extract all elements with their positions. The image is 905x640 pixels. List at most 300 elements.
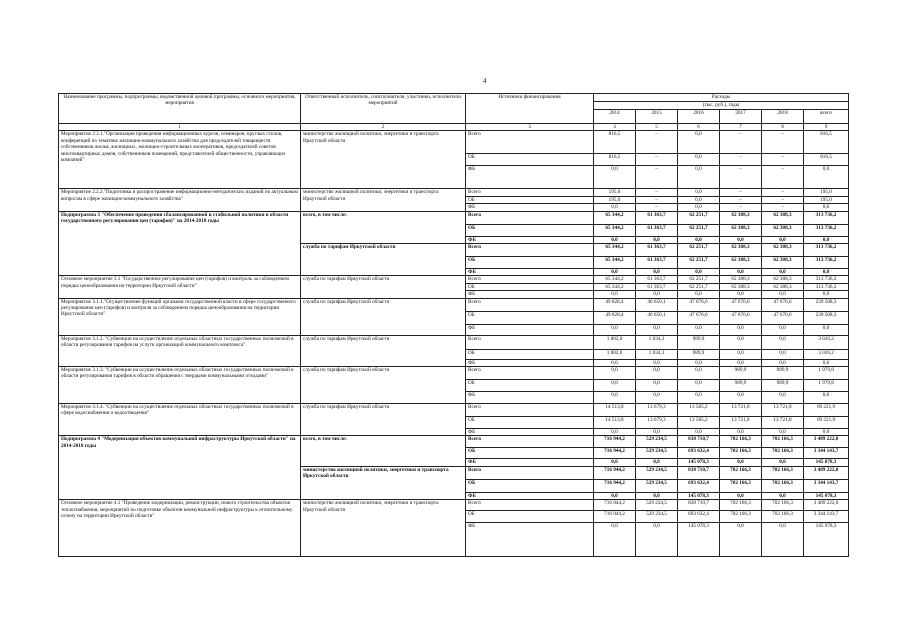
year-value-cell: 0,0 <box>636 392 678 404</box>
year-value-cell: – <box>720 166 762 189</box>
funding-source-cell: ФБ <box>466 204 594 211</box>
total-value-cell: 0,0 <box>804 392 849 404</box>
year-value-cell: 47 676,6 <box>720 298 762 311</box>
year-value-cell: 0,0 <box>594 236 636 243</box>
year-value-cell: – <box>636 131 678 154</box>
year-value-cell: 62 388,3 <box>720 276 762 283</box>
funding-source-cell: ФБ <box>466 492 594 499</box>
year-value-cell: 0,0 <box>636 367 678 380</box>
year-value-cell: 0,0 <box>762 236 804 243</box>
total-value-cell: 0,0 <box>804 359 849 366</box>
year-value-cell: 13 721,8 <box>762 417 804 429</box>
year-value-cell: 0,0 <box>762 523 804 557</box>
executor-cell: министерство жилищной политики, энергетики и транспорта Иркутской области <box>301 500 466 557</box>
year-value-cell: 702 166,3 <box>720 436 762 448</box>
year-value-cell: 0,0 <box>720 291 762 298</box>
column-number: 5 <box>636 124 678 131</box>
year-value-cell: 0,0 <box>594 380 636 392</box>
column-number: 9 <box>804 124 849 131</box>
year-value-cell: 716 944,2 <box>594 436 636 448</box>
year-value-cell: 65 344,2 <box>594 224 636 236</box>
year-value-cell: 0,0 <box>720 236 762 243</box>
year-value-cell: 0,0 <box>678 380 720 392</box>
header-year-total: всего <box>804 110 849 124</box>
year-value-cell: 0,0 <box>720 523 762 557</box>
year-value-cell: 0,0 <box>762 269 804 276</box>
total-value-cell: 3 344 143,7 <box>804 448 849 459</box>
year-value-cell: 62 388,3 <box>762 244 804 257</box>
funding-source-cell: ОБ <box>466 196 594 203</box>
year-value-cell: – <box>720 154 762 166</box>
year-value-cell: 0,0 <box>594 459 636 466</box>
year-value-cell: 816,5 <box>594 131 636 154</box>
program-name-cell: Мероприятие 3.1.1."Осуществление функций органами государственной власти в сфере государственного регулирования цен (тарифов) и контроля за соблюдением порядка ценообразования на территории Иркутской области" <box>59 298 301 335</box>
funding-source-cell: ФБ <box>466 236 594 243</box>
year-value-cell: 62 251,7 <box>678 244 720 257</box>
year-value-cell: 0,0 <box>594 324 636 335</box>
year-value-cell: – <box>636 154 678 166</box>
funding-source-cell: Всего <box>466 335 594 349</box>
total-value-cell: 3 344 143,7 <box>804 511 849 523</box>
total-value-cell: 1 979,8 <box>804 380 849 392</box>
column-number: 2 <box>301 124 466 131</box>
year-value-cell: 0,0 <box>762 459 804 466</box>
total-value-cell: 3 489 222,0 <box>804 500 849 511</box>
executor-cell: служба по тарифам Иркутской области <box>301 298 466 335</box>
total-value-cell: 1 979,8 <box>804 367 849 380</box>
funding-source-cell: Всего <box>466 500 594 511</box>
executor-cell: служба по тарифам Иркутской области <box>301 404 466 436</box>
year-value-cell: 0,0 <box>762 349 804 359</box>
year-value-cell: 0,0 <box>678 324 720 335</box>
year-value-cell: 989,9 <box>762 367 804 380</box>
funding-source-cell: Всего <box>466 244 594 257</box>
funding-source-cell: ФБ <box>466 392 594 404</box>
year-value-cell: 0,0 <box>636 380 678 392</box>
funding-source-cell: ОБ <box>466 154 594 166</box>
funding-source-cell: ОБ <box>466 479 594 492</box>
year-value-cell: 702 166,3 <box>762 436 804 448</box>
year-value-cell: 0,0 <box>636 291 678 298</box>
table-body <box>59 94 849 557</box>
year-value-cell: 989,9 <box>720 380 762 392</box>
year-value-cell: 0,0 <box>636 236 678 243</box>
year-value-cell: 61 363,7 <box>636 257 678 269</box>
year-value-cell: 0,0 <box>720 324 762 335</box>
year-value-cell: 0,0 <box>594 367 636 380</box>
year-value-cell: 0,0 <box>762 335 804 349</box>
column-number: 8 <box>762 124 804 131</box>
year-value-cell: 0,0 <box>636 459 678 466</box>
year-value-cell: 0,0 <box>762 359 804 366</box>
funding-source-cell: ОБ <box>466 380 594 392</box>
year-value-cell: 529 234,5 <box>636 448 678 459</box>
year-value-cell: 14 513,8 <box>594 404 636 417</box>
year-value-cell: 702 166,3 <box>762 479 804 492</box>
year-value-cell: 46 650,1 <box>636 298 678 311</box>
total-value-cell: 195,0 <box>804 189 849 196</box>
total-value-cell: 313 736,2 <box>804 224 849 236</box>
funding-source-cell: ФБ <box>466 269 594 276</box>
year-value-cell: 13 679,3 <box>636 404 678 417</box>
program-name-cell: Мероприятие 3.1.2. "Субвенции на осуществление отдельных областных государственных полномочий в области регулирования тарифов на услуги организаций коммунального комплекса" <box>59 335 301 366</box>
year-value-cell: 13 721,8 <box>720 417 762 429</box>
header-executor: Ответственный исполнитель, соисполнители, участники, исполнители мероприятий <box>301 94 466 124</box>
year-value-cell: 0,0 <box>720 349 762 359</box>
year-value-cell: 716 944,2 <box>594 479 636 492</box>
header-year: 2014 <box>594 110 636 124</box>
funding-source-cell: ОБ <box>466 311 594 324</box>
year-value-cell: 65 344,2 <box>594 276 636 283</box>
year-value-cell: 702 166,3 <box>720 448 762 459</box>
year-value-cell: 47 676,6 <box>762 298 804 311</box>
funding-source-cell: ФБ <box>466 359 594 366</box>
year-value-cell: 0,0 <box>636 324 678 335</box>
year-value-cell: 716 944,2 <box>594 500 636 511</box>
year-value-cell: 0,0 <box>636 429 678 436</box>
year-value-cell: 195,0 <box>594 196 636 203</box>
year-value-cell: 693 632,4 <box>678 448 720 459</box>
table-row <box>59 367 849 380</box>
executor-cell: министерство жилищной политики, энергетики и транспорта Иркутской области <box>301 466 466 499</box>
total-value-cell: 0,0 <box>804 291 849 298</box>
year-value-cell: 716 944,2 <box>594 466 636 479</box>
year-value-cell: 61 363,7 <box>636 244 678 257</box>
year-value-cell: 0,0 <box>762 429 804 436</box>
year-value-cell: 61 363,7 <box>636 211 678 224</box>
year-value-cell: 0,0 <box>678 196 720 203</box>
year-value-cell: 0,0 <box>678 359 720 366</box>
total-value-cell: 313 736,2 <box>804 276 849 283</box>
year-value-cell: 0,0 <box>636 269 678 276</box>
year-value-cell: 145 078,3 <box>678 459 720 466</box>
table-row <box>59 436 849 448</box>
total-value-cell: 0,0 <box>804 236 849 243</box>
table-row <box>59 189 849 196</box>
year-value-cell: 0,0 <box>720 335 762 349</box>
program-name-cell: Подпрограмма 3 "Обеспечение проведения сбалансированной и стабильной политики в области государственного регулирования цен (тарифов)" на 2014-2018 годы <box>59 211 301 276</box>
program-name-cell: Мероприятие 3.1.4. "Субвенции на осуществление отдельных областных государственных полномочий в сфере водоснабжения и водоотведения" <box>59 404 301 436</box>
table-row <box>59 404 849 417</box>
funding-source-cell: ФБ <box>466 523 594 557</box>
funding-source-cell: ОБ <box>466 417 594 429</box>
year-value-cell: 0,0 <box>594 492 636 499</box>
header-year: 2018 <box>762 110 804 124</box>
funding-source-cell: Всего <box>466 404 594 417</box>
year-value-cell: 702 166,3 <box>720 479 762 492</box>
year-value-cell: 49 828,4 <box>594 311 636 324</box>
year-value-cell: 0,0 <box>720 269 762 276</box>
year-value-cell: 0,0 <box>720 429 762 436</box>
year-value-cell: 0,0 <box>678 204 720 211</box>
year-value-cell: 702 166,3 <box>720 500 762 511</box>
funding-source-cell: Всего <box>466 189 594 196</box>
year-value-cell: 0,0 <box>594 429 636 436</box>
funding-source-cell: ФБ <box>466 324 594 335</box>
header-source: Источники финансирования <box>466 94 594 124</box>
table-row <box>59 298 849 311</box>
year-value-cell: 61 363,7 <box>636 276 678 283</box>
year-value-cell: 1 002,0 <box>594 349 636 359</box>
total-value-cell: 3 344 143,7 <box>804 479 849 492</box>
header-units: (тыс. руб.), годы <box>594 102 849 110</box>
year-value-cell: 62 251,7 <box>678 224 720 236</box>
year-value-cell: – <box>762 196 804 203</box>
funding-source-cell: ОБ <box>466 257 594 269</box>
column-number: 4 <box>594 124 636 131</box>
year-value-cell: 145 078,3 <box>678 492 720 499</box>
year-value-cell: 46 650,1 <box>636 311 678 324</box>
year-value-cell: – <box>720 189 762 196</box>
year-value-cell: 702 166,3 <box>762 500 804 511</box>
year-value-cell: 47 676,6 <box>720 311 762 324</box>
year-value-cell: 702 166,3 <box>720 466 762 479</box>
total-value-cell: 3 026,2 <box>804 335 849 349</box>
funding-source-cell: Всего <box>466 367 594 380</box>
total-value-cell: 145 078,3 <box>804 492 849 499</box>
header-year: 2015 <box>636 110 678 124</box>
year-value-cell: – <box>762 154 804 166</box>
year-value-cell: 529 234,5 <box>636 500 678 511</box>
year-value-cell: 0,0 <box>678 291 720 298</box>
year-value-cell: 0,0 <box>636 359 678 366</box>
year-value-cell: 47 676,6 <box>678 311 720 324</box>
total-value-cell: 0,0 <box>804 166 849 189</box>
year-value-cell: 62 388,3 <box>720 257 762 269</box>
header-year: 2017 <box>720 110 762 124</box>
year-value-cell: 0,0 <box>594 204 636 211</box>
table-row <box>59 211 849 224</box>
year-value-cell: 49 828,4 <box>594 298 636 311</box>
year-value-cell: 62 251,7 <box>678 211 720 224</box>
year-value-cell: 0,0 <box>762 324 804 335</box>
year-value-cell: 145 078,3 <box>678 523 720 557</box>
year-value-cell: 529 234,5 <box>636 436 678 448</box>
funding-source-cell: Всего <box>466 298 594 311</box>
year-value-cell: 0,0 <box>678 166 720 189</box>
total-value-cell: 0,0 <box>804 269 849 276</box>
column-number: 3 <box>466 124 594 131</box>
year-value-cell: 0,0 <box>594 359 636 366</box>
year-value-cell: 693 632,4 <box>678 479 720 492</box>
year-value-cell: 0,0 <box>762 291 804 298</box>
year-value-cell: 62 388,3 <box>762 276 804 283</box>
year-value-cell: 65 344,2 <box>594 283 636 290</box>
year-value-cell: – <box>636 204 678 211</box>
total-value-cell: 239 508,3 <box>804 311 849 324</box>
year-value-cell: 0,0 <box>678 131 720 154</box>
year-value-cell: 989,9 <box>678 335 720 349</box>
year-value-cell: 989,9 <box>720 367 762 380</box>
year-value-cell: 702 166,3 <box>762 511 804 523</box>
table-row <box>59 335 849 349</box>
table-row <box>59 131 849 154</box>
year-value-cell: 13 585,2 <box>678 417 720 429</box>
funding-source-cell: Всего <box>466 276 594 283</box>
year-value-cell: 0,0 <box>678 236 720 243</box>
program-name-cell: Основное мероприятие 3.1 "Государственное регулирование цен (тарифов) и контроль за соблюдением порядка ценообразования на территории Иркутской области" <box>59 276 301 298</box>
total-value-cell: 3 489 222,0 <box>804 466 849 479</box>
year-value-cell: 62 388,3 <box>720 244 762 257</box>
total-value-cell: 313 736,2 <box>804 244 849 257</box>
total-value-cell: 195,0 <box>804 196 849 203</box>
year-value-cell: 989,9 <box>762 380 804 392</box>
year-value-cell: 0,0 <box>720 459 762 466</box>
year-value-cell: 989,9 <box>678 349 720 359</box>
year-value-cell: 816,5 <box>594 154 636 166</box>
year-value-cell: – <box>636 196 678 203</box>
year-value-cell: 61 363,7 <box>636 283 678 290</box>
year-value-cell: 0,0 <box>678 367 720 380</box>
table-row <box>59 500 849 511</box>
year-value-cell: – <box>762 131 804 154</box>
year-value-cell: 0,0 <box>678 392 720 404</box>
program-name-cell: Мероприятие 3.1.3. "Субвенции на осуществление отдельных областных государственных полномочий в области регулирования тарифов в области обращения с твердыми коммунальными отходами" <box>59 367 301 404</box>
funding-source-cell: Всего <box>466 211 594 224</box>
total-value-cell: 0,0 <box>804 429 849 436</box>
funding-source-cell: ОБ <box>466 283 594 290</box>
year-value-cell: – <box>636 189 678 196</box>
funding-source-cell: Всего <box>466 436 594 448</box>
total-value-cell: 313 736,2 <box>804 257 849 269</box>
executor-cell: всего, в том числе: <box>301 436 466 466</box>
year-value-cell: 716 944,2 <box>594 448 636 459</box>
year-value-cell: 0,0 <box>594 523 636 557</box>
year-value-cell: 838 710,7 <box>678 436 720 448</box>
year-value-cell: 13 585,2 <box>678 404 720 417</box>
year-value-cell: 13 721,8 <box>720 404 762 417</box>
header-program: Наименование программы, подпрограммы, ведомственной целевой программы, основного мероприятия, мероприятия <box>59 94 301 124</box>
year-value-cell: 0,0 <box>720 492 762 499</box>
year-value-cell: 62 388,3 <box>762 283 804 290</box>
total-value-cell: 0,0 <box>804 324 849 335</box>
year-value-cell: 0,0 <box>678 269 720 276</box>
year-value-cell: 529 234,5 <box>636 466 678 479</box>
header-year: 2016 <box>678 110 720 124</box>
column-number: 6 <box>678 124 720 131</box>
total-value-cell: 69 221,9 <box>804 417 849 429</box>
funding-source-cell: ФБ <box>466 429 594 436</box>
program-name-cell: Мероприятие 2.2.2."Подготовка и распространение информационно-методических изданий по актуальным вопросам в сфере жилищно-коммунального хозяйства" <box>59 189 301 211</box>
year-value-cell: – <box>762 204 804 211</box>
executor-cell: служба по тарифам Иркутской области <box>301 335 466 366</box>
year-value-cell: 529 234,5 <box>636 479 678 492</box>
header-expenses: Расходы <box>594 94 849 102</box>
year-value-cell: 62 251,7 <box>678 276 720 283</box>
year-value-cell: 0,0 <box>762 392 804 404</box>
year-value-cell: 1 034,3 <box>636 335 678 349</box>
year-value-cell: 0,0 <box>594 166 636 189</box>
total-value-cell: 3 026,2 <box>804 349 849 359</box>
funding-source-cell: Всего <box>466 131 594 154</box>
program-name-cell: Основное мероприятие 4.1 "Проведение модернизации, реконструкции, нового строительства объектов теплоснабжения, мероприятий по подготовке объектов коммунальной инфраструктуры к отопительному сезону на территории Иркутской области" <box>59 500 301 557</box>
funding-source-cell: ФБ <box>466 166 594 189</box>
year-value-cell: 0,0 <box>594 291 636 298</box>
year-value-cell: 702 166,3 <box>762 448 804 459</box>
year-value-cell: 0,0 <box>720 359 762 366</box>
year-value-cell: – <box>720 196 762 203</box>
funding-source-cell: Всего <box>466 466 594 479</box>
year-value-cell: 62 388,3 <box>762 224 804 236</box>
funding-source-cell: ОБ <box>466 224 594 236</box>
total-value-cell: 69 221,9 <box>804 404 849 417</box>
year-value-cell: 702 166,3 <box>762 466 804 479</box>
total-value-cell: 3 489 222,0 <box>804 436 849 448</box>
total-value-cell: 816,5 <box>804 154 849 166</box>
year-value-cell: 0,0 <box>678 429 720 436</box>
page-number: 4 <box>483 77 487 85</box>
funding-source-cell: ФБ <box>466 459 594 466</box>
year-value-cell: 62 388,3 <box>720 224 762 236</box>
total-value-cell: 145 078,3 <box>804 523 849 557</box>
total-value-cell: 313 736,2 <box>804 283 849 290</box>
total-value-cell: 145 078,3 <box>804 459 849 466</box>
year-value-cell: – <box>762 189 804 196</box>
year-value-cell: – <box>720 204 762 211</box>
year-value-cell: 62 251,7 <box>678 283 720 290</box>
column-number: 1 <box>59 124 301 131</box>
program-name-cell: Подпрограмма 4 "Модернизация объектов коммунальной инфраструктуры Иркутской области" на 2014-2018 годы <box>59 436 301 500</box>
year-value-cell: 529 234,5 <box>636 511 678 523</box>
year-value-cell: 65 344,2 <box>594 257 636 269</box>
year-value-cell: 47 676,6 <box>678 298 720 311</box>
executor-cell: всего, в том числе: <box>301 211 466 243</box>
year-value-cell: 61 363,7 <box>636 224 678 236</box>
total-value-cell: 0,0 <box>804 204 849 211</box>
funding-source-cell: ОБ <box>466 448 594 459</box>
total-value-cell: 239 508,3 <box>804 298 849 311</box>
year-value-cell: 1 034,3 <box>636 349 678 359</box>
executor-cell: служба по тарифам Иркутской области <box>301 276 466 298</box>
year-value-cell: 1 002,0 <box>594 335 636 349</box>
year-value-cell: 0,0 <box>594 392 636 404</box>
year-value-cell: 0,0 <box>636 523 678 557</box>
year-value-cell: 62 388,3 <box>720 211 762 224</box>
table-row <box>59 276 849 283</box>
year-value-cell: 47 676,6 <box>762 311 804 324</box>
year-value-cell: 693 632,4 <box>678 511 720 523</box>
year-value-cell: – <box>636 166 678 189</box>
executor-cell: служба по тарифам Иркутской области <box>301 244 466 276</box>
program-name-cell: Мероприятие 2.2.1."Организация проведения информационных курсов, семинаров, круглых столов, конференций по тематике жилищно-коммунального хозяйства для председателей товариществ собственников жилья, жилищных, жилищно-строительных кооперативов, председателей советов многоквартирных домов, собственников помещений, представителей общественности, управляющих компаний" <box>59 131 301 189</box>
year-value-cell: 838 710,7 <box>678 466 720 479</box>
total-value-cell: 816,5 <box>804 131 849 154</box>
year-value-cell: 716 944,2 <box>594 511 636 523</box>
year-value-cell: 702 166,3 <box>720 511 762 523</box>
executor-cell: служба по тарифам Иркутской области <box>301 367 466 404</box>
year-value-cell: 0,0 <box>720 392 762 404</box>
executor-cell: министерство жилищной политики, энергетики и транспорта Иркутской области <box>301 131 466 189</box>
year-value-cell: 13 721,8 <box>762 404 804 417</box>
funding-source-cell: ОБ <box>466 511 594 523</box>
executor-cell: министерство жилищной политики, энергетики и транспорта Иркутской области <box>301 189 466 211</box>
year-value-cell: 0,0 <box>678 154 720 166</box>
year-value-cell: – <box>720 131 762 154</box>
year-value-cell: 62 251,7 <box>678 257 720 269</box>
funding-source-cell: ФБ <box>466 291 594 298</box>
year-value-cell: – <box>762 166 804 189</box>
column-number: 7 <box>720 124 762 131</box>
year-value-cell: 13 679,3 <box>636 417 678 429</box>
year-value-cell: 65 344,2 <box>594 244 636 257</box>
year-value-cell: 62 388,3 <box>762 257 804 269</box>
funding-source-cell: ОБ <box>466 349 594 359</box>
year-value-cell: 0,0 <box>636 492 678 499</box>
year-value-cell: 0,0 <box>678 189 720 196</box>
year-value-cell: 0,0 <box>762 492 804 499</box>
budget-table <box>58 93 849 557</box>
year-value-cell: 65 344,2 <box>594 211 636 224</box>
